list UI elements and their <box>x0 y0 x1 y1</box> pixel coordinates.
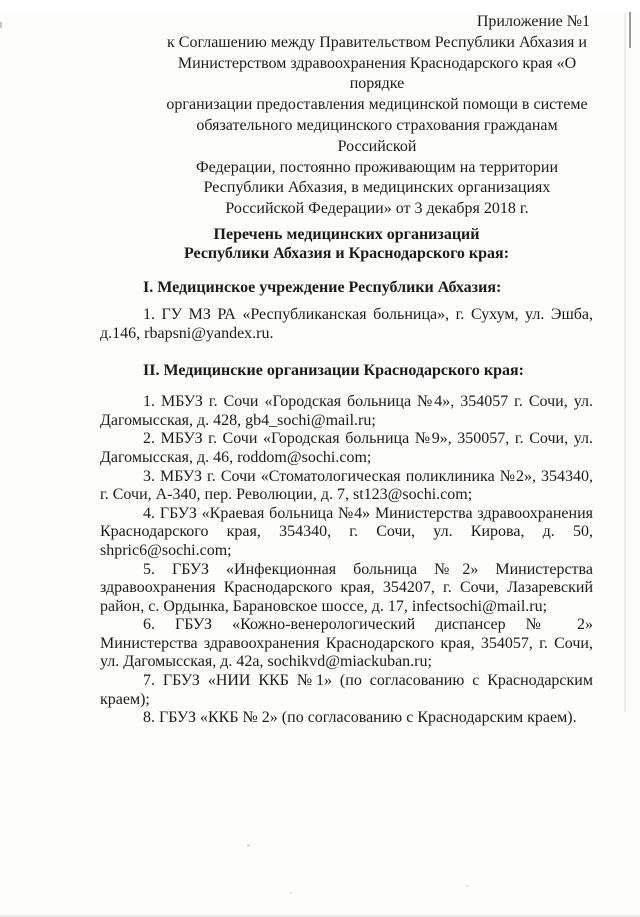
org-item: 1. МБУЗ г. Сочи «Городская больница №4», 354057 г. Сочи, ул. Дагомысская, д. 428, gb4_sochi@mail.ru; <box>100 393 593 429</box>
org-item: 7. ГБУЗ «НИИ ККБ №1» (по согласованию с Краснодарским краем); <box>100 672 593 708</box>
agreement-line: организации предоставления медицинской помощи в системе <box>166 96 588 114</box>
org-item: 2. МБУЗ г. Сочи «Городская больница №9», 350057, г. Сочи, ул. Дагомысская, д. 46, roddom@sochi.com; <box>100 430 593 466</box>
scan-speck-artifact <box>466 885 468 887</box>
title-line: Республики Абхазия и Краснодарского края: <box>183 244 510 262</box>
title-line: Перечень медицинских организаций <box>213 225 480 243</box>
document-title <box>100 225 593 263</box>
org-item: 4. ГБУЗ «Краевая больница №4» Министерства здравоохранения Краснодарского края, 354340, г. Сочи, ул. Кирова, д. 50, shpric6@sochi.com; <box>100 504 593 559</box>
agreement-line: Российской Федерации» от 3 декабря 2018 г. <box>225 200 529 218</box>
org-item: 5. ГБУЗ «Инфекционная больница №2» Министерства здравоохранения Краснодарского края, 354207, г. Сочи, Лазаревский район, с. Ордынка, Барановское шоссе, д. 17, infectsochi@mail.ru; <box>100 560 593 615</box>
annex-number-label: Приложение №1 <box>476 13 590 30</box>
scan-streak-artifact <box>624 12 626 712</box>
section-2-heading: II. Медицинские организации Краснодарского края: <box>143 362 524 380</box>
section-1-items <box>100 306 593 343</box>
agreement-line: Министерством здравоохранения Краснодарского края «О порядке <box>177 54 577 93</box>
agreement-line: обязательного медицинского страхования гражданам Российской <box>196 116 558 155</box>
document-body <box>100 278 593 728</box>
agreement-line: к Соглашению между Правительством Республики Абхазия и <box>167 33 587 51</box>
scan-mark-artifact <box>0 22 2 28</box>
annex-header-block <box>157 12 597 220</box>
org-item: 6. ГБУЗ «Кожно-венерологический диспансер № 2» Министерства здравоохранения Краснодарского края, 354057, г. Сочи, ул. Дагомысская, д. 42а, sochikvd@miackuban.ru; <box>100 616 593 671</box>
agreement-line: Федерации, постоянно проживающим на территории <box>196 158 558 176</box>
scan-mark-artifact <box>629 12 631 48</box>
agreement-line: Республики Абхазия, в медицинских организациях <box>203 179 551 197</box>
scanned-document-page <box>0 12 640 917</box>
scan-speck-artifact <box>290 892 292 894</box>
org-item: 1. ГУ МЗ РА «Республиканская больница», г. Сухум, ул. Эшба, д.146, rbapsni@yandex.ru. <box>100 305 593 342</box>
scan-speck-artifact <box>247 844 250 847</box>
org-item: 8. ГБУЗ «ККБ № 2» (по согласованию с Краснодарским краем). <box>143 709 577 727</box>
section-2-items <box>100 393 593 728</box>
org-item: 3. МБУЗ г. Сочи «Стоматологическая поликлиника №2», 354340, г. Сочи, А-340, пер. Революции, д. 7, st123@sochi.com; <box>100 467 593 504</box>
section-1-heading: I. Медицинское учреждение Республики Абхазия: <box>143 278 502 296</box>
